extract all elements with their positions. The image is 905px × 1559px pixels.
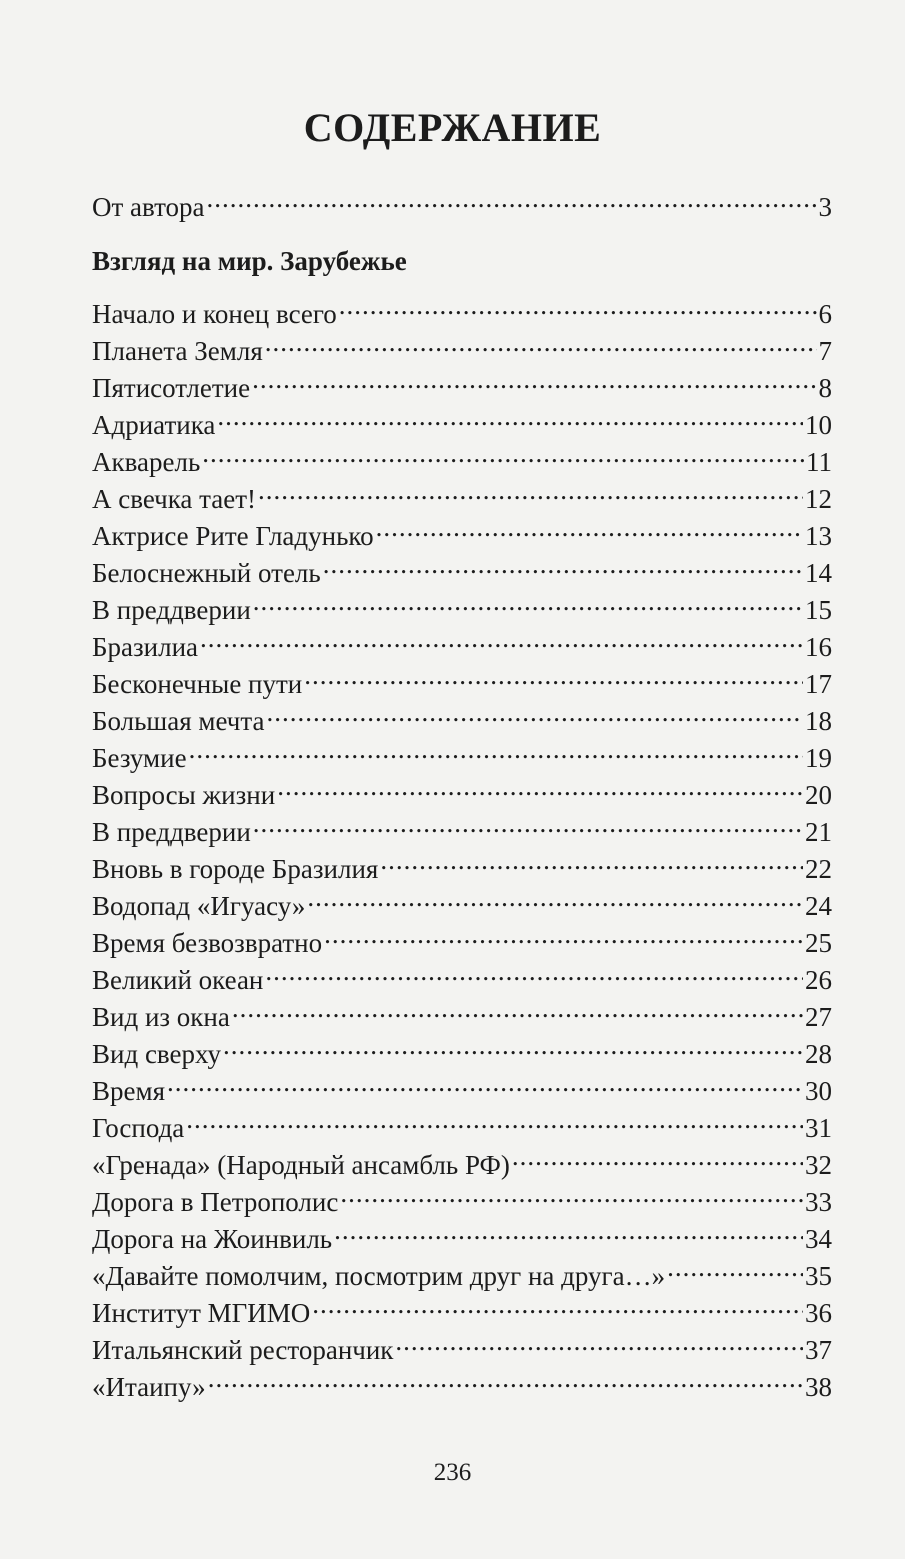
toc-entry-page: 3 [818,192,832,222]
toc-entry-page: 18 [805,706,832,736]
section-heading: Взгляд на мир. Зарубежье [92,246,407,276]
toc-entry-page: 28 [805,1039,832,1069]
dot-leader [189,731,803,767]
toc-entry [92,472,832,514]
toc-entry [92,990,832,1032]
dot-leader [312,1286,803,1322]
toc-entry [92,879,832,921]
toc-entry-page: 13 [805,521,832,551]
toc-entry-title: Начало и конец всего [92,299,337,329]
toc-entry-page: 31 [805,1113,832,1143]
dot-leader [334,1212,803,1248]
toc-entry-title: А свечка тает! [92,484,257,514]
dot-leader [200,620,803,656]
toc-entry-title: Планета Земля [92,336,263,366]
toc-entry-title: Вопросы жизни [92,780,276,810]
dot-leader [265,953,803,989]
toc-entry [92,435,832,477]
toc-entry-page: 15 [805,595,832,625]
dot-leader [339,287,817,323]
dot-leader [186,1101,803,1137]
dot-leader [266,694,803,730]
toc-entry-page: 17 [805,669,832,699]
toc-entry-title: Безумие [92,743,187,773]
page-number: 236 [433,1459,472,1486]
toc-entry [92,361,832,403]
toc-entry-title: В преддверии [92,595,251,625]
page-title: СОДЕРЖАНИЕ [303,105,602,150]
dot-leader [208,1360,803,1396]
toc-entry [92,1101,832,1143]
toc-entry-title: «Давайте помолчим, посмотрим друг на друга…» [92,1261,666,1291]
toc-entry [92,546,832,588]
toc-entry-title: «Итаипу» [92,1372,206,1402]
toc-entry [92,287,832,329]
toc-entry-page: 6 [818,299,832,329]
toc-entry-page: 25 [805,928,832,958]
dot-leader [253,583,803,619]
toc-entry [92,1286,832,1328]
toc-entry [92,768,832,810]
dot-leader [304,657,803,693]
toc-entry [92,1249,832,1291]
dot-leader [380,842,803,878]
toc-entry-title: Время [92,1076,165,1106]
toc-entry-page: 24 [805,891,832,921]
toc-entry-title: Бесконечные пути [92,669,303,699]
toc-entry-title: Вид сверху [92,1039,221,1069]
dot-leader [307,879,803,915]
toc-entry-page: 11 [806,447,832,477]
toc-entry-page: 21 [805,817,832,847]
toc-entry [92,916,832,958]
toc-entry-title: Господа [92,1113,185,1143]
dot-leader [258,472,803,508]
toc-entry-page: 14 [805,558,832,588]
toc-entry-page: 22 [805,854,832,884]
toc-entry-title: Водопад «Игуасу» [92,891,306,921]
toc-entry-page: 35 [805,1261,832,1291]
toc-entry-page: 36 [805,1298,832,1328]
toc-entry [92,583,832,625]
toc-entry-title: Белоснежный отель [92,558,321,588]
dot-leader [512,1138,803,1174]
dot-leader [395,1323,803,1359]
toc-entry-title: Итальянский ресторанчик [92,1335,394,1365]
toc-entry-title: Великий океан [92,965,264,995]
toc-entry [92,953,832,995]
toc-entry [92,620,832,662]
toc-entry-title: В преддверии [92,817,251,847]
toc-entry [92,1323,832,1365]
toc-entry-page: 33 [805,1187,832,1217]
dot-leader [202,435,804,471]
dot-leader [217,398,803,434]
toc-entry-title: От автора [92,192,205,222]
toc-entry [92,1064,832,1106]
toc-entry-title: Дорога на Жоинвиль [92,1224,333,1254]
toc-entry-page: 26 [805,965,832,995]
dot-leader [223,1027,803,1063]
toc-entry [92,731,832,773]
toc-entry [92,805,832,847]
dot-leader [207,180,817,216]
toc-entry-title: Актрисе Рите Гладунько [92,521,374,551]
toc-entry-title: Акварель [92,447,201,477]
toc-entry-preface [92,180,832,222]
toc-entry-page: 12 [805,484,832,514]
toc-entry-page: 7 [818,336,832,366]
dot-leader [253,805,803,841]
dot-leader [265,324,817,360]
dot-leader [340,1175,803,1211]
toc-entry [92,1027,832,1069]
dot-leader [376,509,803,545]
toc-entry-title: Дорога в Петрополис [92,1187,339,1217]
toc-entry [92,1175,832,1217]
toc-entry-title: Время безвозвратно [92,928,323,958]
toc-entry-page: 30 [805,1076,832,1106]
toc-entry [92,398,832,440]
toc-entry [92,1138,832,1180]
toc-entry-title: Пятисотлетие [92,373,251,403]
toc-entry [92,1212,832,1254]
toc-entry [92,842,832,884]
dot-leader [323,546,803,582]
toc-entry [92,509,832,551]
toc-entry-page: 32 [805,1150,832,1180]
dot-leader [167,1064,803,1100]
toc-entry-page: 10 [805,410,832,440]
toc-entry-title: Бразилиа [92,632,199,662]
toc-entry-page: 27 [805,1002,832,1032]
toc-entry-title: Вновь в городе Бразилия [92,854,379,884]
dot-leader [277,768,803,804]
toc-entry-page: 20 [805,780,832,810]
toc-entry-title: Институт МГИМО [92,1298,311,1328]
toc-entry-page: 37 [805,1335,832,1365]
toc-entry [92,694,832,736]
toc-entry [92,1360,832,1402]
toc-entry-title: Адриатика [92,410,216,440]
toc-entry-title: Вид из окна [92,1002,230,1032]
dot-leader [667,1249,803,1285]
dot-leader [232,990,803,1026]
toc-entry-page: 19 [805,743,832,773]
dot-leader [252,361,816,397]
toc-entry-page: 16 [805,632,832,662]
dot-leader [324,916,803,952]
toc-entry-page: 8 [818,373,832,403]
toc-entry-page: 38 [805,1372,832,1402]
toc-entry [92,324,832,366]
toc-entry [92,657,832,699]
toc-entry-page: 34 [805,1224,832,1254]
toc-entry-title: Большая мечта [92,706,265,736]
toc-entry-title: «Гренада» (Народный ансамбль РФ) [92,1150,510,1180]
